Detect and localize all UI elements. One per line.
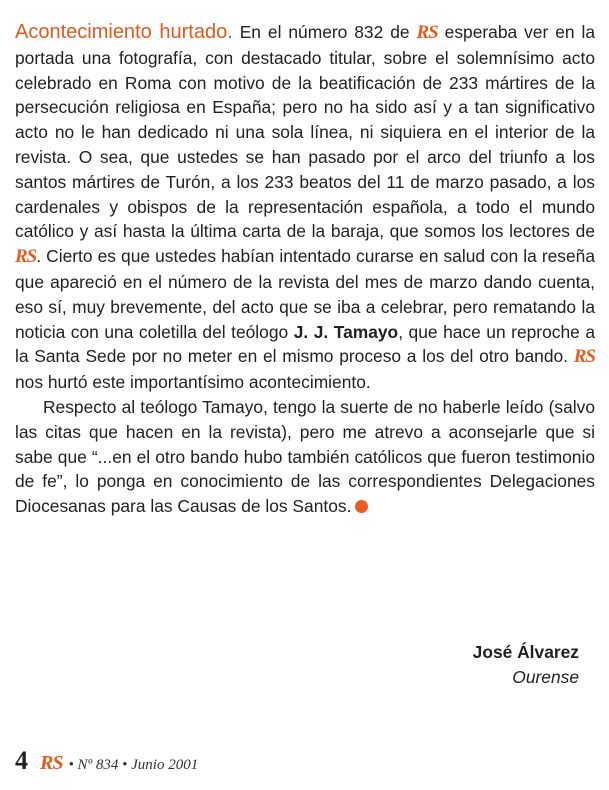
text-run: , que hace un reproche a la Santa Sede por no meter en el mismo proceso a los del otro bando. bbox=[15, 321, 595, 367]
text-run: esperaba ver en la portada una fotografía, con destacado titular, sobre el solemnísimo acto celebrado en Roma con motivo de la beatificación de 233 mártires de la persecución religiosa en España; pero no ha sido así y a tan significativo acto no le han dedicado ni una sola línea, ni siquiera en el interior de la revista. O sea, que ustedes se han pasado por el arco del triunfo a los santos mártires de Turón, a los 233 beatos del 11 de marzo pasado, a los cardenales y obispos de la representación española, a todo el mundo católico y así hasta la última carta de la baraja, que somos los lectores de bbox=[15, 22, 595, 242]
text-run: Respecto al teólogo Tamayo, tengo la suerte de no haberle leído (salvo las citas que hacen en la revista), pero me atrevo a aconsejarle que si sabe que “...en el otro bando hubo también católicos que fueron testimonio de fe”, lo ponga en conocimiento de las correspondientes Delegaciones Diocesanas para las Causas de los Santos. bbox=[15, 396, 595, 517]
signature-block bbox=[473, 640, 579, 690]
text-run: nos hurtó este importantísimo acontecimiento. bbox=[15, 372, 371, 393]
letter-body bbox=[15, 20, 595, 519]
signature-place: Ourense bbox=[512, 667, 579, 687]
paragraph-2 bbox=[15, 395, 595, 519]
signature-name: José Álvarez bbox=[472, 642, 579, 662]
rs-logo: RS bbox=[15, 246, 37, 268]
paragraph-1 bbox=[15, 20, 595, 395]
rs-logo: RS bbox=[40, 752, 63, 774]
letter-headline: Acontecimiento hurtado. bbox=[15, 21, 233, 43]
end-mark-dot-icon bbox=[355, 500, 368, 513]
page-number: 4 bbox=[15, 746, 28, 775]
issue-info: • Nº 834 • Junio 2001 bbox=[68, 757, 199, 773]
theologian-name: J. J. Tamayo bbox=[293, 321, 399, 342]
rs-logo: RS bbox=[416, 22, 438, 43]
rs-logo: RS bbox=[573, 346, 595, 368]
text-run: En el número 832 de bbox=[232, 22, 417, 42]
text-run: . Cierto es que ustedes habían intentado curarse en salud con la reseña que apareció en el número de la revista del mes de marzo dando cuenta, eso sí, muy brevemente, del acto que se iba a celebrar, pero rematando la noticia con una coletilla del teólogo bbox=[15, 246, 595, 342]
page-footer bbox=[15, 746, 198, 778]
